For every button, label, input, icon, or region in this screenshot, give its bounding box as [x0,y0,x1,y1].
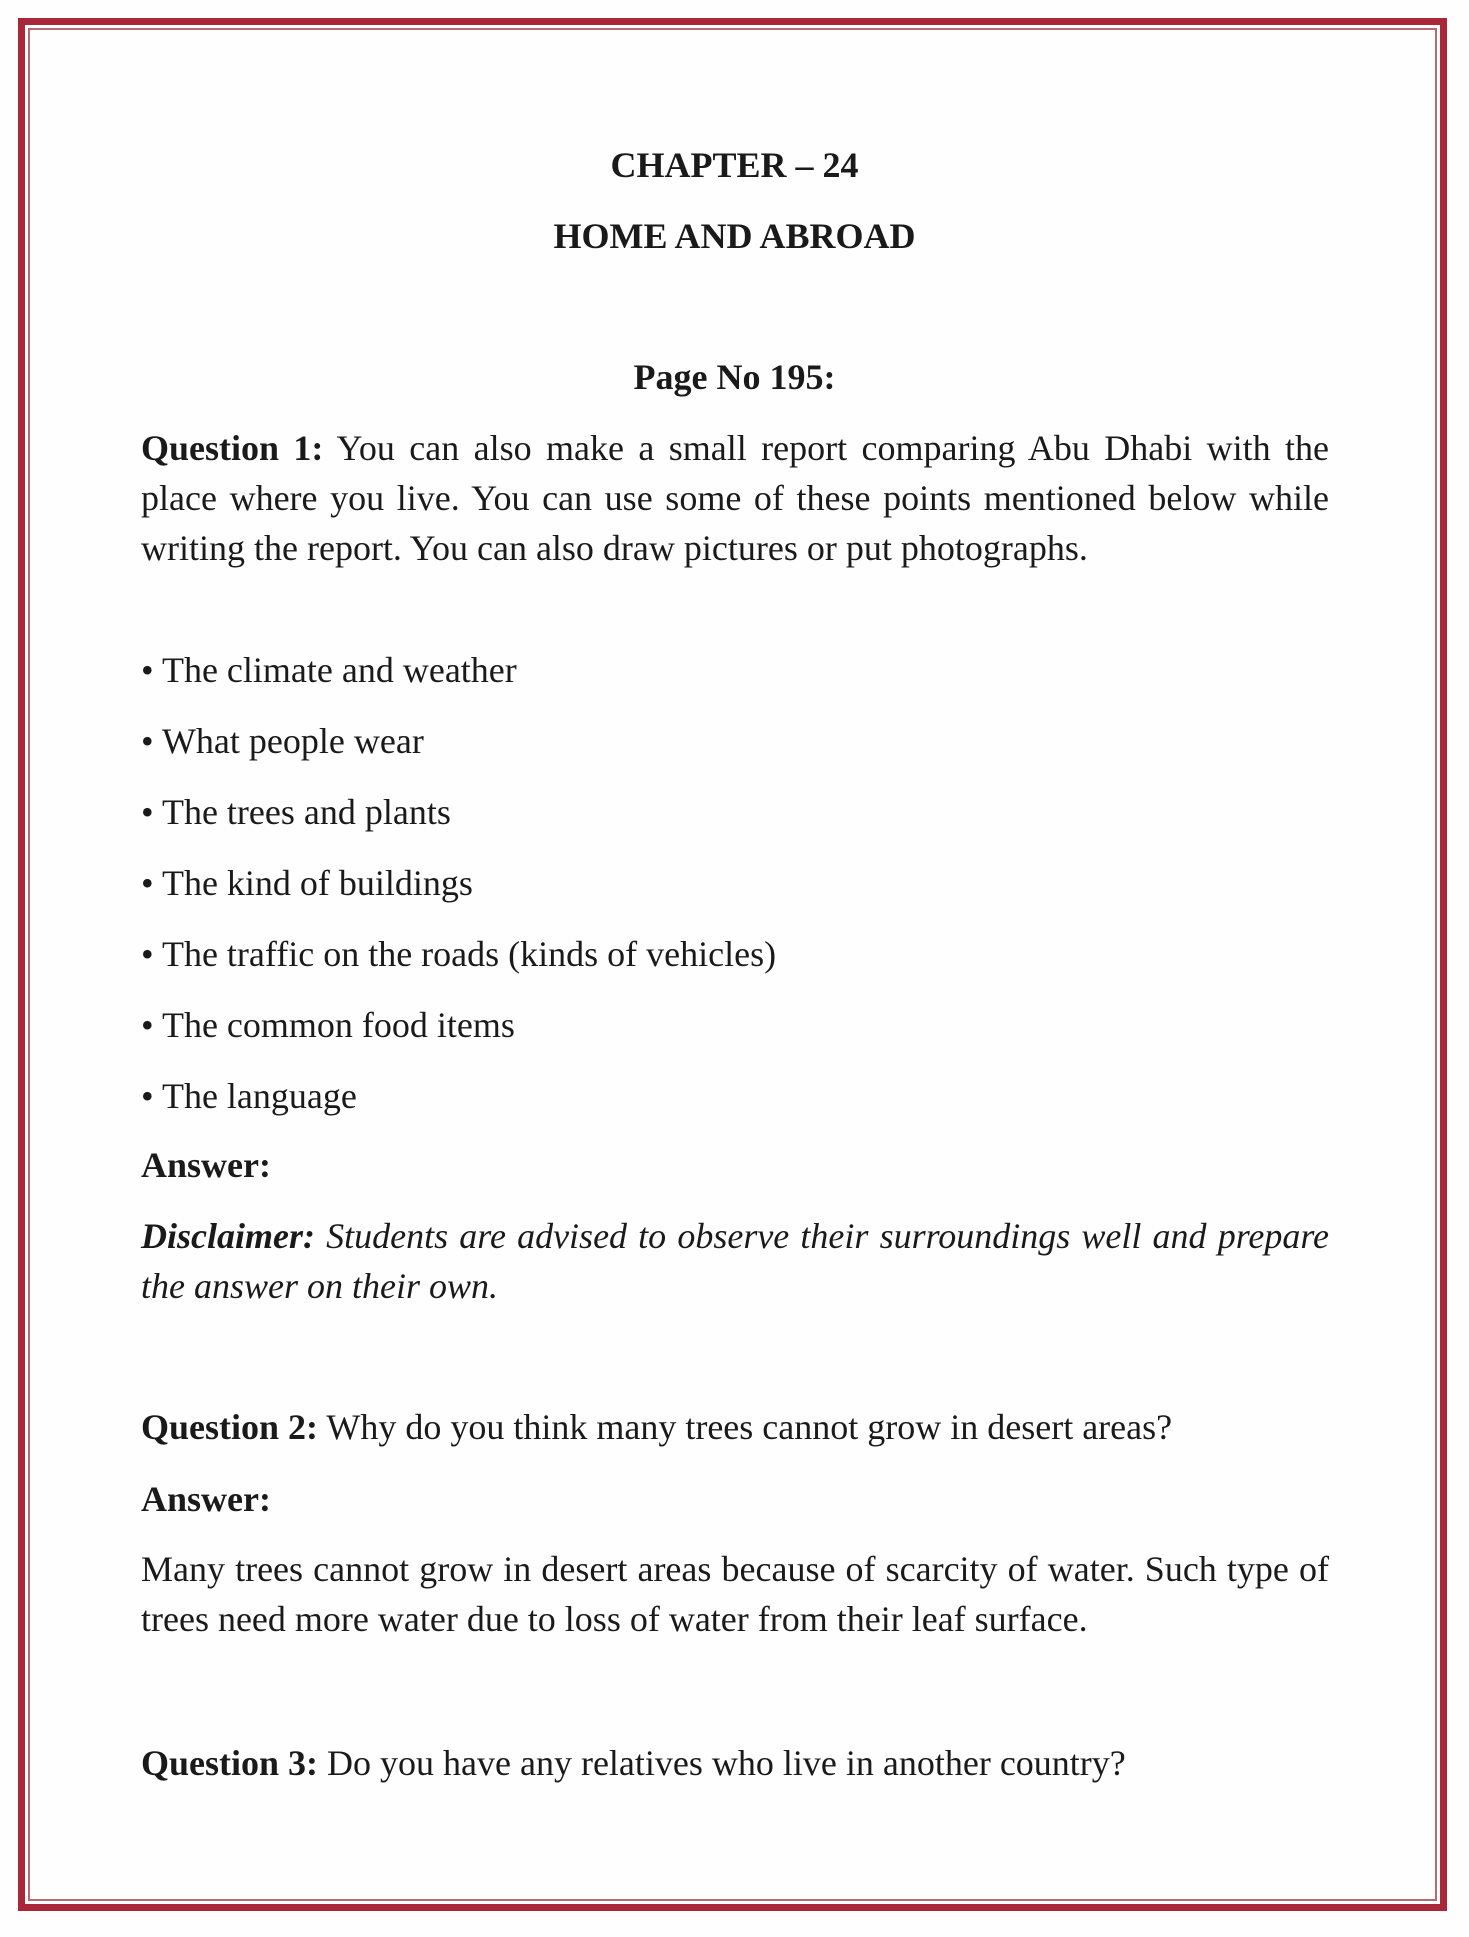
answer-2-text: Many trees cannot grow in desert areas because of scarcity of water. Such type of trees need more water due to loss of water from their leaf surface. [141,1549,1329,1639]
question-2-text: Why do you think many trees cannot grow in desert areas? [326,1407,1173,1447]
bullet-item: • The kind of buildings [141,863,473,903]
bullet-item: • The traffic on the roads (kinds of vehicles) [141,934,777,974]
answer-1-label: Answer: [141,1145,271,1185]
bullet-item: • The language [141,1076,357,1116]
disclaimer-text: Students are advised to observe their surroundings well and prepare the answer on their own. [141,1216,1330,1306]
bullet-item: • The common food items [141,1005,515,1045]
bullet-item: • The climate and weather [141,650,517,690]
question-1 [141,423,1329,573]
answer-2-label: Answer: [141,1479,271,1519]
bullet-item: • What people wear [141,721,424,761]
question-3 [141,1738,1329,1788]
question-3-label: Question 3: [141,1743,319,1783]
chapter-number: CHAPTER – 24 [610,145,859,185]
question-1-label: Question 1: [141,428,324,468]
question-2-label: Question 2: [141,1407,319,1447]
disclaimer-label: Disclaimer: [141,1216,315,1256]
question-2 [141,1402,1329,1452]
question-1-text: You can also make a small report comparing Abu Dhabi with the place where you live. You can use some of these points mentioned below while writing the report. You can also draw pictures or put photographs. [141,428,1329,568]
disclaimer [141,1211,1329,1311]
chapter-title: HOME AND ABROAD [553,216,916,256]
bullet-item: • The trees and plants [141,792,451,832]
page-number: Page No 195: [633,357,836,397]
question-3-text: Do you have any relatives who live in another country? [327,1743,1126,1783]
